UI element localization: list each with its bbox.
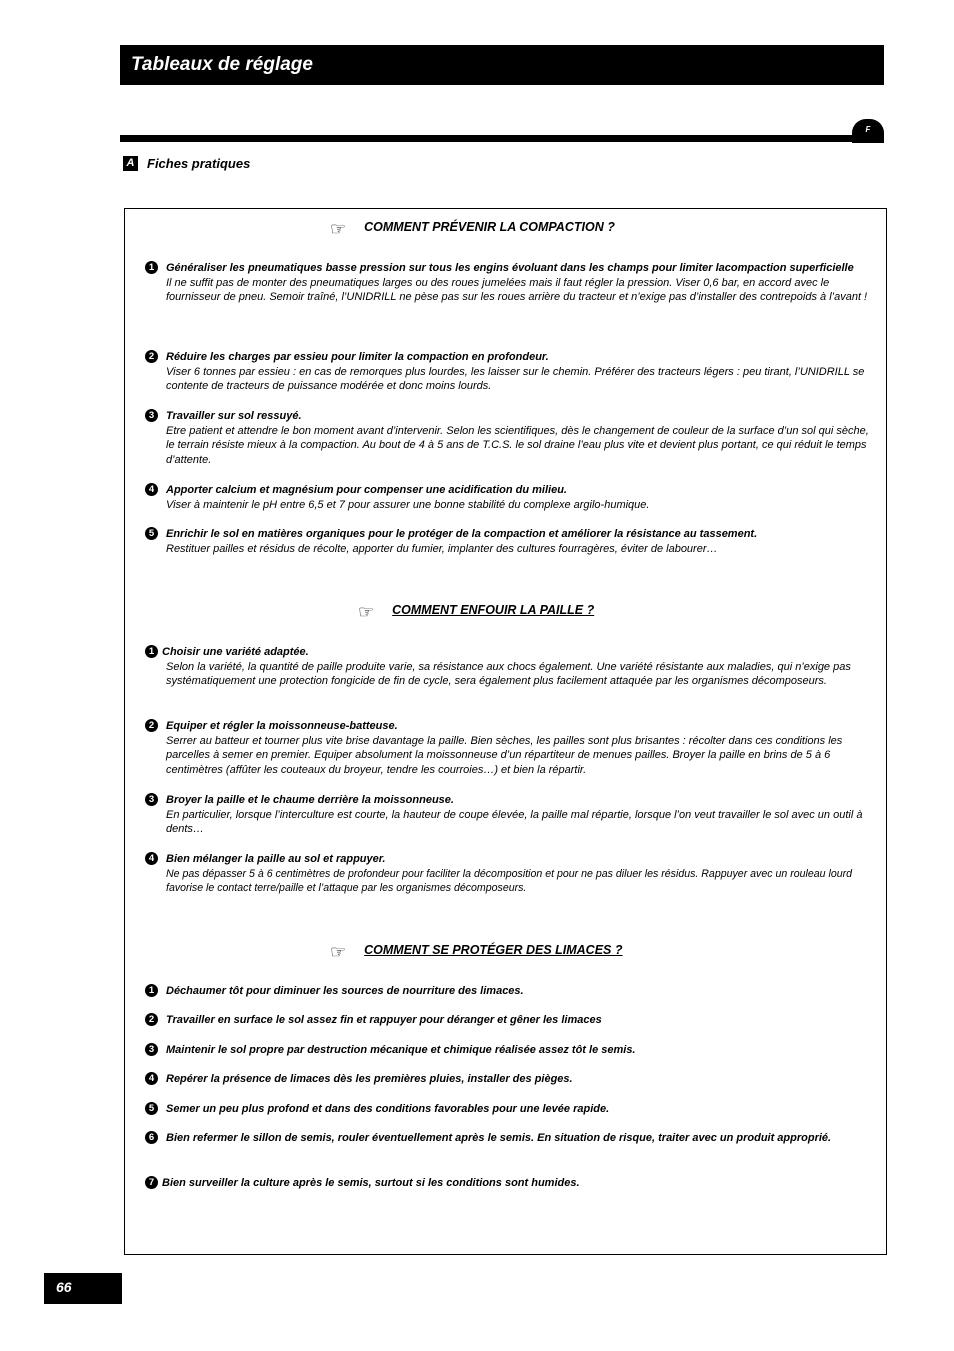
- item-text: En particulier, lorsque l’interculture est courte, la hauteur de coupe élevée, la paille mal répartie, lorsque l’on veut travailler le sol avec un outil à dents…: [166, 808, 863, 836]
- list-item: [145, 793, 870, 837]
- list-item: [145, 984, 870, 999]
- item-number: 4: [145, 483, 158, 496]
- header-rule: [120, 135, 865, 142]
- block-title-text: COMMENT PRÉVENIR LA COMPACTION ?: [364, 219, 615, 234]
- section-label: [123, 156, 250, 171]
- item-number: 2: [145, 719, 158, 732]
- block-title-limaces: [330, 939, 623, 960]
- list-item: [145, 350, 870, 394]
- item-number: 5: [145, 527, 158, 540]
- item-heading: Bien surveiller la culture après le semis, surtout si les conditions sont humides.: [162, 1177, 580, 1189]
- block-title-compaction: [330, 216, 615, 237]
- item-heading: Bien mélanger la paille au sol et rappuyer.: [166, 853, 386, 865]
- list-item: [145, 483, 870, 512]
- item-heading: Réduire les charges par essieu pour limiter la compaction en profondeur.: [166, 351, 549, 363]
- item-number: 2: [145, 350, 158, 363]
- list-item: [145, 1131, 870, 1146]
- item-text: Il ne suffit pas de monter des pneumatiques larges ou des roues jumelées mais il faut régler la pression. Viser 0,6 bar, en accord avec le fournisseur de pneu. Semoir traîné, l’UNIDRILL ne pèse pas sur les roues arrière du tracteur et n’exige pas d’installer des contrepoids à l’avant !: [166, 276, 868, 304]
- list-item: [145, 1102, 870, 1117]
- item-number: 3: [145, 409, 158, 422]
- list-item: [145, 409, 870, 468]
- list-item: [145, 719, 870, 778]
- block-title-text: COMMENT ENFOUIR LA PAILLE ?: [392, 602, 595, 617]
- item-heading: Travailler en surface le sol assez fin et rappuyer pour déranger et gêner les limaces: [166, 1014, 602, 1026]
- item-heading: Enrichir le sol en matières organiques pour le protéger de la compaction et améliorer la résistance au tassement.: [166, 528, 758, 540]
- list-item: [145, 1176, 870, 1191]
- block-title-text: COMMENT SE PROTÉGER DES LIMACES ?: [364, 942, 623, 957]
- item-heading: Apporter calcium et magnésium pour compenser une acidification du milieu.: [166, 484, 567, 496]
- language-tab: F: [852, 119, 884, 143]
- item-number: 4: [145, 852, 158, 865]
- item-heading: Equiper et régler la moissonneuse-batteuse.: [166, 720, 398, 732]
- item-text: Viser à maintenir le pH entre 6,5 et 7 pour assurer une bonne stabilité du complexe argilo-humique.: [166, 498, 650, 511]
- item-number: 2: [145, 1013, 158, 1026]
- pointing-hand-icon: ☞: [330, 942, 347, 962]
- item-number: 7: [145, 1176, 158, 1189]
- content-box: [124, 208, 887, 1255]
- item-text: Etre patient et attendre le bon moment avant d’intervenir. Selon les scientifiques, dès le changement de couleur de la surface d’un sol qui sèche, le terrain résiste mieux à la compaction. Au bout de 4 à 5 ans de T.C.S. le sol draine l’eau plus vite et devient plus portant, ce qui réduit le temps d’attente.: [166, 424, 869, 467]
- list-item: [145, 1013, 870, 1028]
- section-title: Fiches pratiques: [147, 156, 251, 171]
- item-heading: Travailler sur sol ressuyé.: [166, 410, 302, 422]
- item-number: 3: [145, 1043, 158, 1056]
- item-number: 3: [145, 793, 158, 806]
- item-text: Viser 6 tonnes par essieu : en cas de remorques plus lourdes, les laisser sur le chemin. Préférer des tracteurs légers : peu tirant, l’UNIDRILL se contente de tracteurs de puissance modérée et donc moins lourds.: [166, 365, 865, 393]
- list-item: [145, 527, 870, 556]
- item-text: Selon la variété, la quantité de paille produite varie, sa résistance aux chocs également. Une variété résistante aux maladies, qui n’exige pas systématiquement une protection fongicide de fin de cycle, sera également plus facilement attaquée par les organismes décomposeurs.: [166, 660, 851, 688]
- item-heading: Bien refermer le sillon de semis, rouler éventuellement après le semis. En situation de risque, traiter avec un produit approprié.: [166, 1132, 832, 1144]
- list-item: [145, 852, 870, 896]
- item-heading: Repérer la présence de limaces dès les premières pluies, installer des pièges.: [166, 1073, 573, 1085]
- item-heading: Maintenir le sol propre par destruction mécanique et chimique réalisée assez tôt le semis.: [166, 1044, 636, 1056]
- item-number: 5: [145, 1102, 158, 1115]
- item-number: 4: [145, 1072, 158, 1085]
- item-text: Serrer au batteur et tourner plus vite brise davantage la paille. Bien sèches, les pailles sont plus brisantes : récolter dans ces conditions les parcelles à semer en premier. Equiper absolument la moissonneuse d’un répartiteur de menues pailles. Broyer la paille en brins de 5 à 6 centimètres (affûter les couteaux du broyeur, tendre les courroies…) et bien la répartir.: [166, 734, 843, 777]
- item-heading: Broyer la paille et le chaume derrière la moissonneuse.: [166, 794, 454, 806]
- item-number: 6: [145, 1131, 158, 1144]
- item-heading: Déchaumer tôt pour diminuer les sources de nourriture des limaces.: [166, 985, 524, 997]
- section-letter: A: [123, 156, 138, 171]
- list-item: [145, 645, 870, 689]
- pointing-hand-icon: ☞: [358, 602, 375, 622]
- pointing-hand-icon: ☞: [330, 219, 347, 239]
- list-item: [145, 1043, 870, 1058]
- list-item: [145, 1072, 870, 1087]
- item-number: 1: [145, 645, 158, 658]
- item-text: Ne pas dépasser 5 à 6 centimètres de profondeur pour faciliter la décomposition et pour ne pas diluer les résidus. Rappuyer avec un rouleau lourd favorise le contact terre/paille et l’attaque par les organismes décomposeurs.: [166, 867, 853, 895]
- list-item: [145, 261, 870, 305]
- item-number: 1: [145, 984, 158, 997]
- page-number: 66: [44, 1273, 122, 1304]
- page-header: Tableaux de réglage: [120, 45, 884, 85]
- item-heading: Généraliser les pneumatiques basse pression sur tous les engins évoluant dans les champs pour limiter lacompaction superficielle: [166, 262, 854, 274]
- item-heading: Choisir une variété adaptée.: [162, 646, 309, 658]
- item-heading: Semer un peu plus profond et dans des conditions favorables pour une levée rapide.: [166, 1103, 610, 1115]
- item-text: Restituer pailles et résidus de récolte, apporter du fumier, implanter des cultures fourragères, éviter de labourer…: [166, 542, 718, 555]
- block-title-paille: [358, 599, 594, 620]
- item-number: 1: [145, 261, 158, 274]
